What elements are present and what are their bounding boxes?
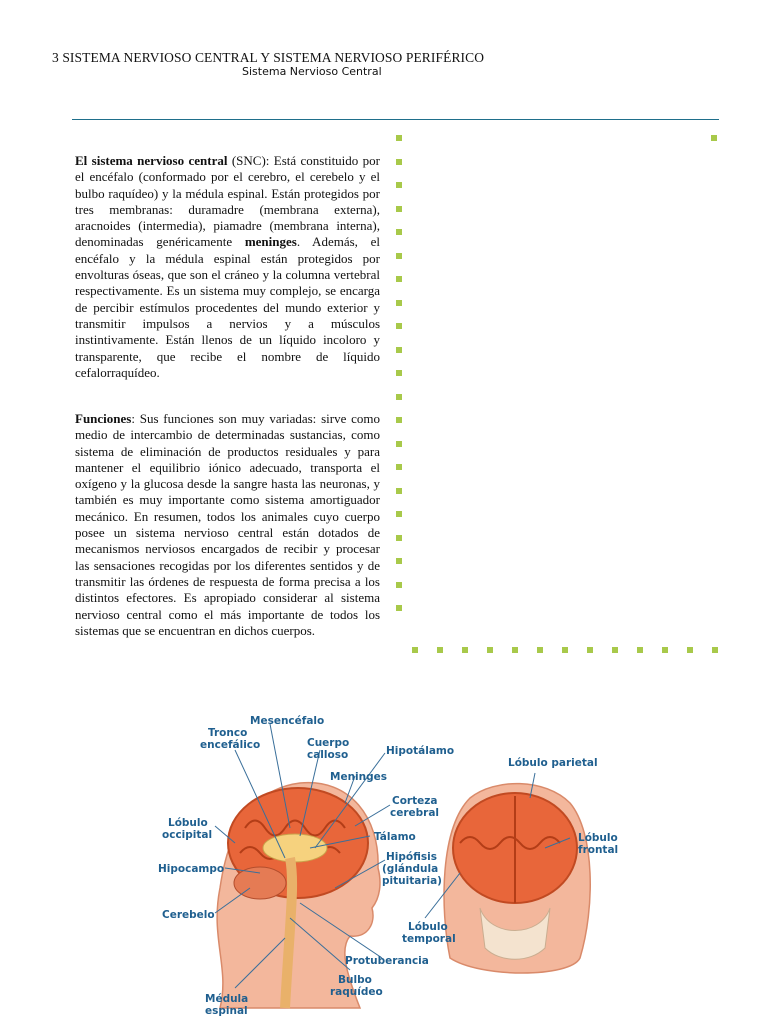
frame-square (562, 647, 568, 653)
label-tronco-2: encefálico (200, 739, 261, 751)
label-hipofisis-1: Hipófisis (386, 851, 437, 863)
frame-square (587, 647, 593, 653)
frame-square (462, 647, 468, 653)
label-cuerpo-1: Cuerpo (307, 737, 350, 749)
frame-square (396, 206, 402, 212)
para1-text1: (SNC): Está constituido por el encéfalo (conformado por el cerebro, el cerebelo y el bulbo raquídeo) y la médula espinal. Están protegidos por tres membranas: duramadre (membrana externa), aracnoides (intermedia), piamadre (membrana interna), denominadas genéricamente (75, 153, 380, 250)
frame-square (396, 300, 402, 306)
frame-square (537, 647, 543, 653)
frame-square (396, 323, 402, 329)
frame-square (396, 558, 402, 564)
frame-square (687, 647, 693, 653)
label-corteza-1: Corteza (392, 795, 438, 807)
page-subtitle: Sistema Nervioso Central (242, 65, 382, 78)
frame-square (637, 647, 643, 653)
para1-text2: . Además, el encéfalo y la médula espinal están protegidos por envolturas óseas, que son el cráneo y la columna vertebral respectivamente. Es un sistema muy complejo, se encarga de percibir estímulos procedentes del mundo exterior y transmitir impulsos a nervios y a músculos instintivamente. Están llenos de un líquido incoloro y transparente, que recibe el nombre de líquido cefalorraquídeo. (75, 234, 380, 380)
label-frontal-1: Lóbulo (578, 832, 618, 844)
frame-square (396, 394, 402, 400)
frame-square (396, 276, 402, 282)
frame-square (396, 159, 402, 165)
label-talamo: Tálamo (374, 831, 416, 843)
frame-square (396, 417, 402, 423)
paragraph-snc (75, 153, 380, 381)
frame-square (396, 488, 402, 494)
frame-square (396, 605, 402, 611)
frame-square (662, 647, 668, 653)
frame-square (396, 464, 402, 470)
header-divider (72, 119, 719, 120)
label-corteza-2: cerebral (390, 807, 440, 819)
paragraph-funciones (75, 411, 380, 639)
label-occipital-1: Lóbulo (168, 817, 208, 829)
para2-text: : Sus funciones son muy variadas: sirve como medio de intercambio de determinadas sustancias, como sistema de eliminación de productos residuales y para mantener el equilibrio iónico adecuado, transporta el oxígeno y la glucosa desde la sangre hasta las neuronas, y también es muy importante como sistema amortiguador mecánico. En resumen, todos los animales cuyo cuerpo posee un sistema nervioso central están dotados de mecanismos nerviosos encargados de recibir y procesar las sensaciones recogidas por los diferentes sentidos y de transmitir las órdenes de respuesta de forma precisa a los distintos efectores. Es apropiado considerar al sistema nervioso central como el más importante de todos los sistemas que se encuentran en dichos cuerpos. (75, 411, 380, 638)
frame-square (396, 135, 402, 141)
label-cerebelo: Cerebelo (162, 909, 215, 921)
label-bulbo-1: Bulbo (338, 974, 372, 986)
head-front-illustration (444, 784, 590, 973)
label-temporal-2: temporal (402, 933, 456, 945)
label-temporal-1: Lóbulo (408, 921, 448, 933)
label-tronco-1: Tronco (208, 727, 248, 739)
label-meninges: Meninges (330, 771, 388, 783)
frame-square (396, 370, 402, 376)
frame-square (711, 135, 717, 141)
label-cuerpo-2: calloso (307, 749, 349, 761)
para1-bold-meninges: meninges (244, 234, 297, 250)
label-hipofisis-2: (glándula (382, 863, 439, 875)
label-occipital-2: occipital (162, 829, 213, 841)
label-hipofisis-3: pituitaria) (382, 875, 442, 887)
label-medula-2: espinal (205, 1005, 248, 1017)
para2-lead: Funciones (75, 411, 132, 426)
brain-anatomy-figure (150, 708, 620, 1024)
label-hipotalamo: Hipotálamo (386, 745, 455, 757)
frame-square (396, 347, 402, 353)
para1-lead: El sistema nervioso central (75, 153, 228, 168)
label-frontal-2: frontal (578, 844, 619, 856)
frame-square (487, 647, 493, 653)
frame-square (612, 647, 618, 653)
frame-square (712, 647, 718, 653)
frame-square (396, 253, 402, 259)
frame-square (396, 229, 402, 235)
page-title: 3 SISTEMA NERVIOSO CENTRAL Y SISTEMA NERVIOSO PERIFÉRICO (52, 50, 485, 65)
frame-square (396, 511, 402, 517)
label-parietal: Lóbulo parietal (508, 757, 598, 769)
label-mesencefalo: Mesencéfalo (250, 715, 325, 727)
frame-square (412, 647, 418, 653)
frame-square (396, 182, 402, 188)
frame-square (512, 647, 518, 653)
frame-square (437, 647, 443, 653)
frame-square (396, 582, 402, 588)
label-medula-1: Médula (205, 993, 249, 1005)
label-protuberancia: Protuberancia (345, 955, 429, 967)
frame-square (396, 441, 402, 447)
label-hipocampo: Hipocampo (158, 863, 225, 875)
label-bulbo-2: raquídeo (330, 986, 383, 998)
frame-square (396, 535, 402, 541)
